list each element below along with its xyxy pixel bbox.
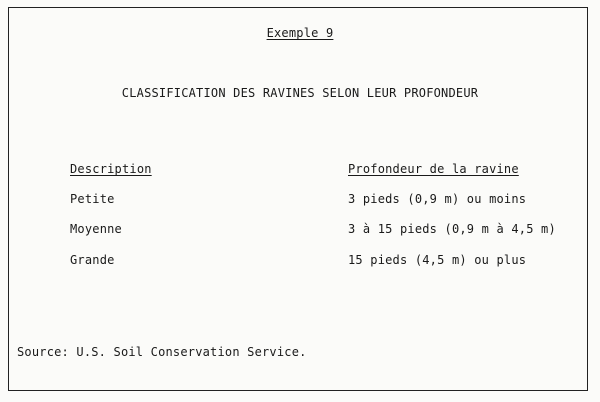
table-row-value: 3 pieds (0,9 m) ou moins	[348, 192, 527, 206]
column-header-depth: Profondeur de la ravine	[348, 162, 519, 176]
example-label: Exemple 9	[266, 26, 334, 40]
document-title: CLASSIFICATION DES RAVINES SELON LEUR PROFONDEUR	[121, 86, 479, 100]
table-row-value: 3 à 15 pieds (0,9 m à 4,5 m)	[348, 222, 556, 236]
table-row-value: 15 pieds (4,5 m) ou plus	[348, 253, 527, 267]
source-note: Source: U.S. Soil Conservation Service.	[17, 345, 307, 359]
column-header-description: Description	[70, 162, 152, 176]
table-row-label: Petite	[70, 192, 115, 206]
table-row-label: Moyenne	[70, 222, 122, 236]
table-row-label: Grande	[70, 253, 115, 267]
